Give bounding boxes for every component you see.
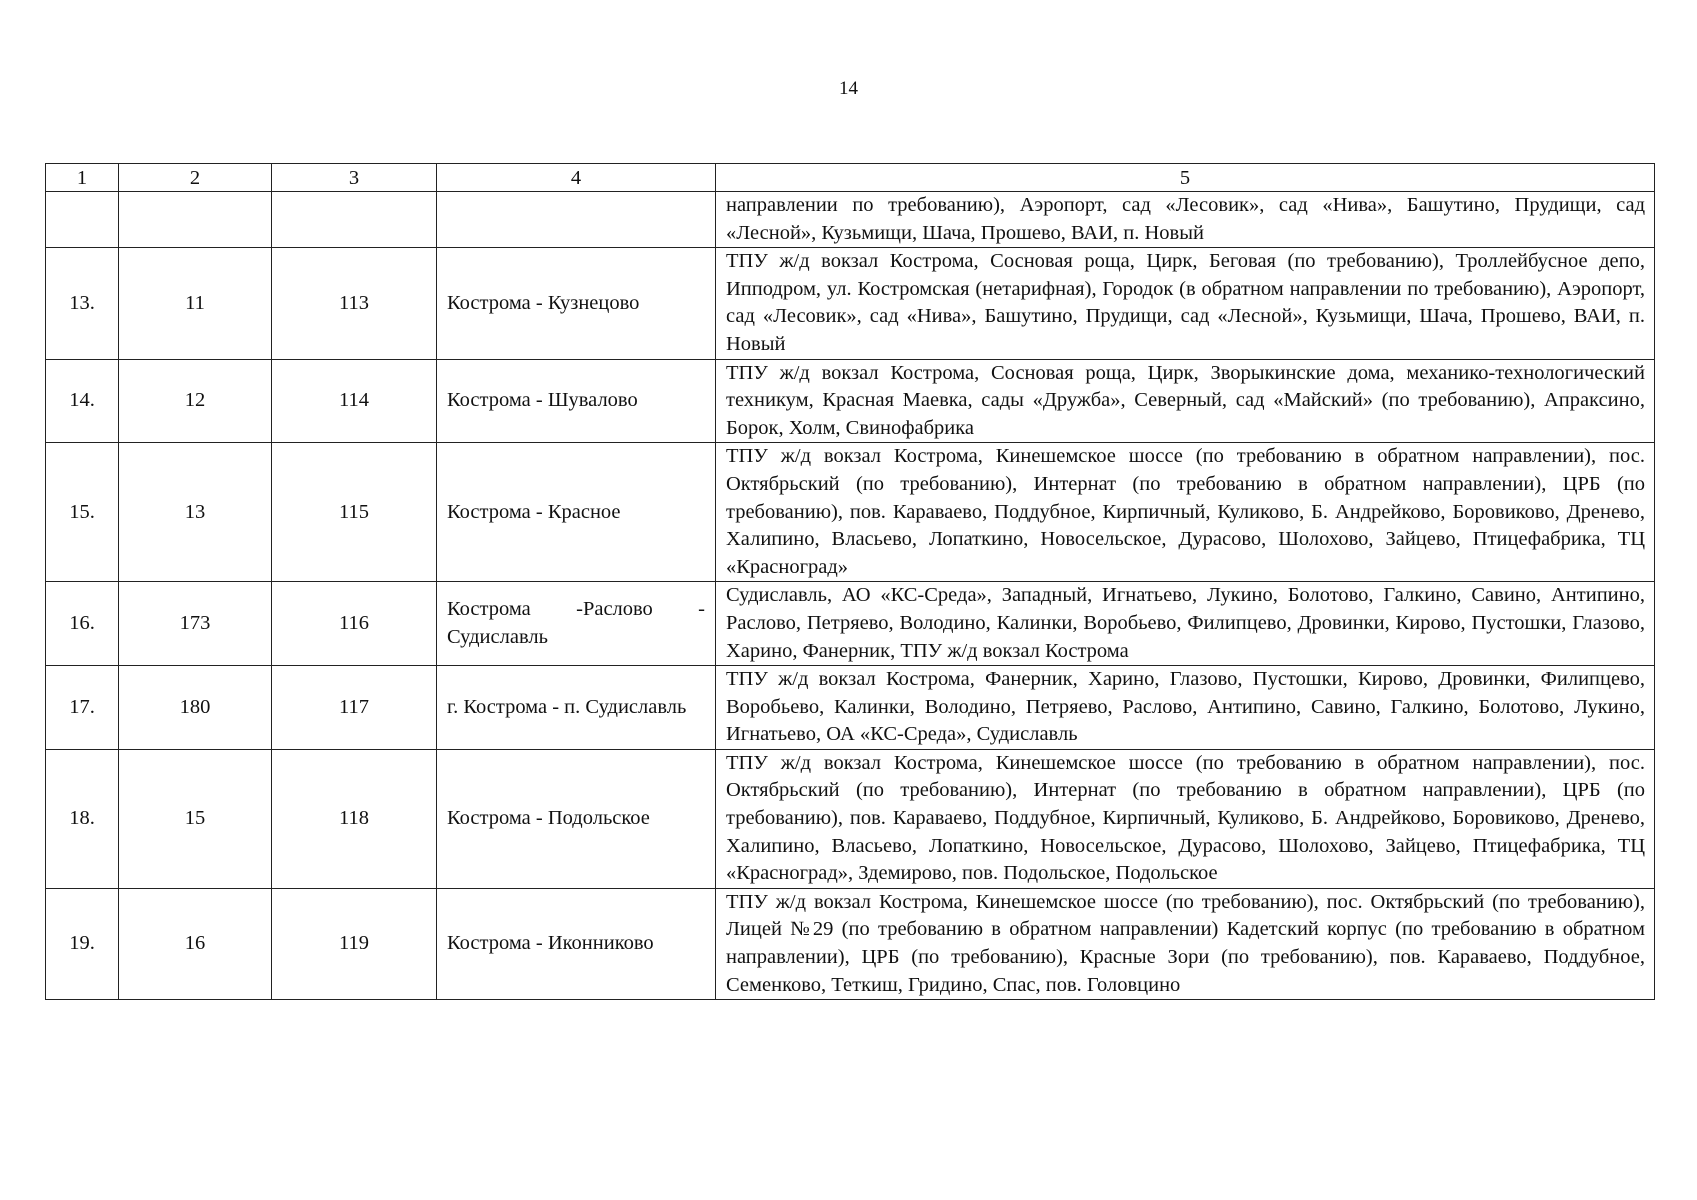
routes-table: [45, 163, 1655, 1000]
route-name: Кострома - Подольское: [437, 749, 716, 888]
column-header-5: 5: [716, 164, 1655, 192]
table-row: [46, 888, 1655, 999]
registry-number: 180: [119, 666, 272, 750]
route-name: Кострома - Кузнецово: [437, 248, 716, 359]
registry-number: 15: [119, 749, 272, 888]
table-row: [46, 443, 1655, 582]
route-name: Кострома - Шувалово: [437, 359, 716, 443]
continuation-code-cell: [272, 192, 437, 248]
table-row: [46, 582, 1655, 666]
registry-number: 12: [119, 359, 272, 443]
continuation-num-cell: [46, 192, 119, 248]
route-stops: Судиславль, АО «КС-Среда», Западный, Игнатьево, Лукино, Болотово, Галкино, Савино, Антипино, Раслово, Петряево, Володино, Калинки, Воробьево, Филипцево, Дровинки, Кирово, Пустошки, Глазово, Харино, Фанерник, ТПУ ж/д вокзал Кострома: [716, 582, 1655, 666]
row-number: 14.: [46, 359, 119, 443]
row-number: 13.: [46, 248, 119, 359]
continuation-reg-cell: [119, 192, 272, 248]
column-header-2: 2: [119, 164, 272, 192]
route-name: Кострома - Иконниково: [437, 888, 716, 999]
continuation-name-cell: [437, 192, 716, 248]
route-name: г. Кострома - п. Судиславль: [437, 666, 716, 750]
route-stops: ТПУ ж/д вокзал Кострома, Кинешемское шоссе (по требованию в обратном направлении), пос. Октябрьский (по требованию), Интернат (по требованию в обратном направлении), ЦРБ (по требованию), пов. Караваево, Поддубное, Кирпичный, Куликово, Б. Андрейково, Боровиково, Дренево, Халипино, Власьево, Лопаткино, Новосельское, Дурасово, Шолохово, Зайцево, Птицефабрика, ТЦ «Красноград»: [716, 443, 1655, 582]
route-stops: ТПУ ж/д вокзал Кострома, Сосновая роща, Цирк, Зворыкинские дома, механико-технологический техникум, Красная Маевка, сады «Дружба», Северный, сад «Майский» (по требованию), Апраксино, Борок, Холм, Свинофабрика: [716, 359, 1655, 443]
header-row: [46, 164, 1655, 192]
route-code: 116: [272, 582, 437, 666]
route-code: 113: [272, 248, 437, 359]
route-stops: ТПУ ж/д вокзал Кострома, Кинешемское шоссе (по требованию), пос. Октябрьский (по требованию), Лицей №29 (по требованию в обратном направлении) Кадетский корпус (по требованию в обратном направлении), ЦРБ (по требованию), Красные Зори (по требованию), пов. Караваево, Поддубное, Семенково, Теткиш, Гридино, Спас, пов. Головцино: [716, 888, 1655, 999]
column-header-1: 1: [46, 164, 119, 192]
column-header-3: 3: [272, 164, 437, 192]
row-number: 16.: [46, 582, 119, 666]
table-row: [46, 359, 1655, 443]
column-header-4: 4: [437, 164, 716, 192]
registry-number: 173: [119, 582, 272, 666]
continuation-row: [46, 192, 1655, 248]
row-number: 19.: [46, 888, 119, 999]
route-name: Кострома - Красное: [437, 443, 716, 582]
registry-number: 11: [119, 248, 272, 359]
route-code: 118: [272, 749, 437, 888]
row-number: 18.: [46, 749, 119, 888]
table-row: [46, 248, 1655, 359]
route-code: 119: [272, 888, 437, 999]
table-row: [46, 666, 1655, 750]
page-number: 14: [839, 78, 858, 99]
route-stops: ТПУ ж/д вокзал Кострома, Фанерник, Харино, Глазово, Пустошки, Кирово, Дровинки, Филипцево, Воробьево, Калинки, Володино, Петряево, Раслово, Антипино, Савино, Галкино, Болотово, Лукино, Игнатьево, ОА «КС-Среда», Судиславль: [716, 666, 1655, 750]
route-name: Кострома -Раслово - Судиславль: [437, 582, 716, 666]
continuation-stops-cell: направлении по требованию), Аэропорт, сад «Лесовик», сад «Нива», Башутино, Прудищи, сад «Лесной», Кузьмищи, Шача, Прошево, ВАИ, п. Новый: [716, 192, 1655, 248]
registry-number: 13: [119, 443, 272, 582]
route-code: 117: [272, 666, 437, 750]
route-code: 114: [272, 359, 437, 443]
row-number: 17.: [46, 666, 119, 750]
route-code: 115: [272, 443, 437, 582]
route-stops: ТПУ ж/д вокзал Кострома, Сосновая роща, Цирк, Беговая (по требованию), Троллейбусное депо, Ипподром, ул. Костромская (нетарифная), Городок (в обратном направлении по требованию), Аэропорт, сад «Лесовик», сад «Нива», Башутино, Прудищи, сад «Лесной», Кузьмищи, Шача, Прошево, ВАИ, п. Новый: [716, 248, 1655, 359]
registry-number: 16: [119, 888, 272, 999]
row-number: 15.: [46, 443, 119, 582]
route-stops: ТПУ ж/д вокзал Кострома, Кинешемское шоссе (по требованию в обратном направлении), пос. Октябрьский (по требованию), Интернат (по требованию в обратном направлении), ЦРБ (по требованию), пов. Караваево, Поддубное, Кирпичный, Куликово, Б. Андрейково, Боровиково, Дренево, Халипино, Власьево, Лопаткино, Новосельское, Дурасово, Шолохово, Зайцево, Птицефабрика, ТЦ «Красноград», Здемирово, пов. Подольское, Подольское: [716, 749, 1655, 888]
table-row: [46, 749, 1655, 888]
